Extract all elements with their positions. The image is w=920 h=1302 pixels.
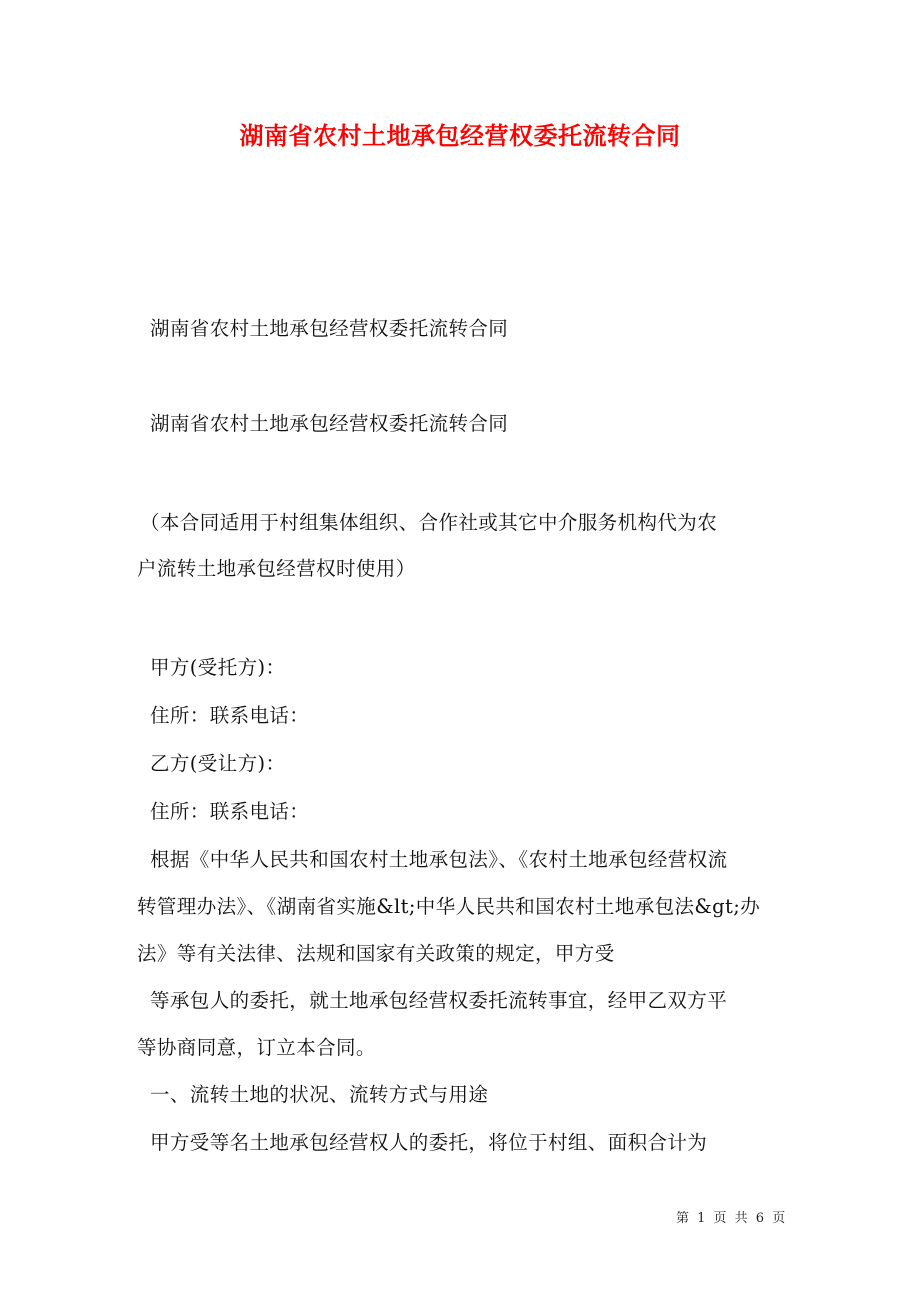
party-a-label: 甲方(受托方)： xyxy=(150,656,286,679)
party-b-address: 住所：联系电话： xyxy=(150,800,310,823)
section-1-body-line-1: 甲方受等名土地承包经营权人的委托，将位于村组、面积合计为 xyxy=(150,1131,708,1154)
section-heading-1: 一、流转土地的状况、流转方式与用途 xyxy=(150,1083,489,1106)
subtitle-line-2: 湖南省农村土地承包经营权委托流转合同 xyxy=(150,412,509,435)
legal-basis-line-1: 根据《中华人民共和国农村土地承包法》、《农村土地承包经营权流 xyxy=(150,848,728,871)
scope-note-line-1: （本合同适用于村组集体组织、合作社或其它中介服务机构代为农 xyxy=(140,511,718,534)
entrust-line-2: 等协商同意，订立本合同。 xyxy=(137,1036,376,1059)
document-title: 湖南省农村土地承包经营权委托流转合同 xyxy=(239,121,681,150)
scope-note-line-2: 户流转土地承包经营权时使用） xyxy=(137,557,416,580)
legal-basis-line-3: 法》等有关法律、法规和国家有关政策的规定，甲方受 xyxy=(137,942,615,965)
page-indicator: 第 1 页 共 6 页 xyxy=(676,1211,788,1226)
entrust-line-1: 等承包人的委托，就土地承包经营权委托流转事宜，经甲乙双方平 xyxy=(150,989,728,1012)
legal-basis-line-2: 转管理办法》、《湖南省实施&lt;中华人民共和国农村土地承包法&gt;办 xyxy=(137,895,761,918)
subtitle-line-1: 湖南省农村土地承包经营权委托流转合同 xyxy=(150,317,509,340)
party-b-label: 乙方(受让方)： xyxy=(150,752,286,775)
party-a-address: 住所：联系电话： xyxy=(150,704,310,727)
